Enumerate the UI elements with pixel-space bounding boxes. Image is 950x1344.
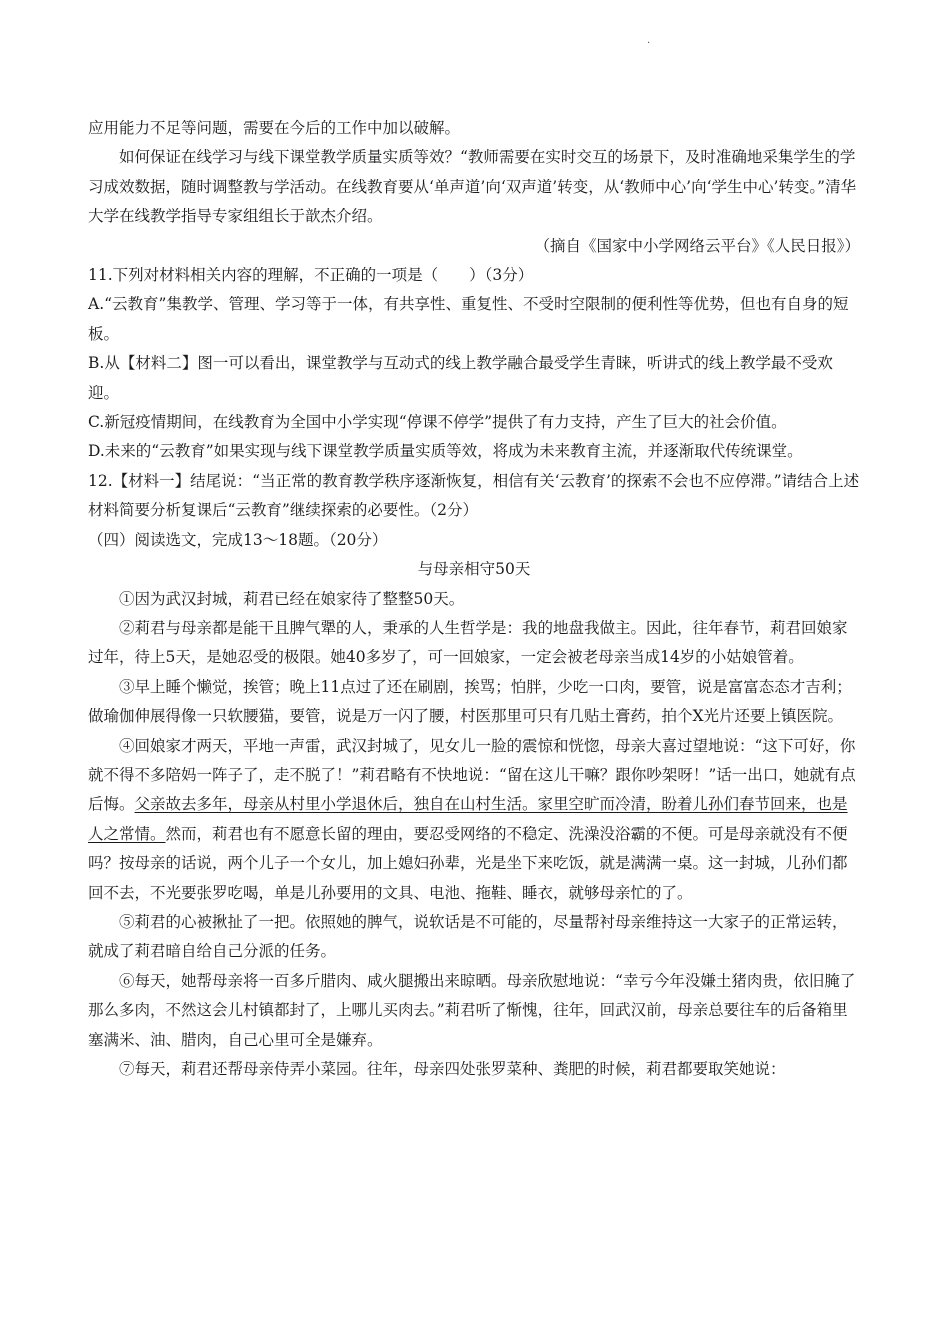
question-11-stem: 11.下列对材料相关内容的理解，不正确的一项是（ ）（3分） xyxy=(88,266,534,285)
question-11-option-b: B.从【材料二】图一可以看出，课堂教学与互动式的线上教学融合最受学生青睐，听讲式的线上教学最不受欢迎。 xyxy=(88,354,833,402)
question-11-option-c: C.新冠疫情期间，在线教育为全国中小学实现“停课不停学”提供了有力支持，产生了巨大的社会价值。 xyxy=(88,413,787,432)
intro-line: 应用能力不足等问题，需要在今后的工作中加以破解。 xyxy=(88,119,461,137)
article-paragraph-6: ⑥每天，她帮母亲将一百多斤腊肉、咸火腿搬出来晾晒。母亲欣慰地说：“幸亏今年没嫌土猪肉贵，依旧腌了那么多肉，不然这会儿村镇都封了，上哪儿买肉去。”莉君听了惭愧，往年，回武汉前，母亲总要往车的后备箱里塞满米、油、腊肉，自己心里可全是嫌弃。 xyxy=(88,971,856,1049)
paragraph-4-text-after: 然而，莉君也有不愿意长留的理由，要忍受网络的不稳定、洗澡没浴霸的不便。可是母亲就没有不便吗？按母亲的话说，两个儿子一个女儿，加上媳妇孙辈，光是坐下来吃饭，就是满满一桌。这一封城，儿孙们都回不去，不光要张罗吃喝，单是儿孙要用的文具、电池、拖鞋、睡衣，就够母亲忙的了。 xyxy=(88,824,848,902)
article-paragraph-3: ③早上睡个懒觉，挨管；晚上11点过了还在刷剧，挨骂；怕胖，少吃一口肉，要管，说是富富态态才吉利；做瑜伽伸展得像一只软腰猫，要管，说是万一闪了腰，村医那里可只有几贴土膏药，拍个X光片还要上镇医院。 xyxy=(88,677,852,726)
article-paragraph-1: ①因为武汉封城，莉君已经在娘家待了整整50天。 xyxy=(119,589,465,608)
document-body xyxy=(88,114,860,1084)
article-paragraph-7: ⑦每天，莉君还帮母亲侍弄小菜园。往年，母亲四处张罗菜种、粪肥的时候，莉君都要取笑她说： xyxy=(119,1060,786,1078)
article-paragraph-5: ⑤莉君的心被揪扯了一把。依照她的脾气，说软话是不可能的，尽量帮衬母亲维持这一大家子的正常运转，就成了莉君暗自给自己分派的任务。 xyxy=(88,912,848,961)
question-11-option-a: A.“云教育”集教学、管理、学习等于一体，有共享性、重复性、不受时空限制的便利性等优势，但也有自身的短板。 xyxy=(88,295,849,343)
header-mark: · xyxy=(647,38,651,49)
article-paragraph-4 xyxy=(88,732,860,908)
question-11-option-d: D.未来的“云教育”如果实现与线下课堂教学质量实质等效，将成为未来教育主流，并逐渐取代传统课堂。 xyxy=(88,442,803,461)
question-12: 12.【材料一】结尾说：“当正常的教育教学秩序逐渐恢复，相信有关‘云教育’的探索不会也不应停滞。”请结合上述材料简要分析复课后“云教育”继续探索的必要性。（2分） xyxy=(88,471,860,520)
intro-paragraph: 如何保证在线学习与线下课堂教学质量实质等效？“教师需要在实时交互的场景下，及时准确地采集学生的学习成效数据，随时调整教与学活动。在线教育要从‘单声道’向‘双声道’转变，从‘教师中心’向‘学生中心’转变。”清华大学在线教学指导专家组组长于歆杰介绍。 xyxy=(88,148,857,226)
article-paragraph-2: ②莉君与母亲都是能干且脾气犟的人，秉承的人生哲学是：我的地盘我做主。因此，往年春节，莉君回娘家过年，待上5天，是她忍受的极限。她40多岁了，可一回娘家，一定会被老母亲当成14岁的小姑娘管着。 xyxy=(88,618,848,667)
paragraph-4-text-before: ④回娘家才两天，平地一声雷，武汉封城了，见女儿一脸的震惊和恍惚，母亲大喜过望地说：“这下可好，你就不得不多陪妈一阵子了，走不脱了！”莉君略有不快地说：“留在这儿干嘛？跟你吵架呀！”话一出口，她就有点后悔。 xyxy=(88,736,856,814)
underlined-sentence: 父亲故去多年，母亲从村里小学退休后，独自在山村生活。家里空旷而冷清，盼着儿孙们春节回来，也是人之常情。 xyxy=(88,795,848,843)
source-citation: （摘自《国家中小学网络云平台》《人民日报》） xyxy=(534,236,860,255)
article-title: 与母亲相守50天 xyxy=(417,560,531,579)
section-4-heading: （四）阅读选文，完成13～18题。（20分） xyxy=(88,530,388,549)
